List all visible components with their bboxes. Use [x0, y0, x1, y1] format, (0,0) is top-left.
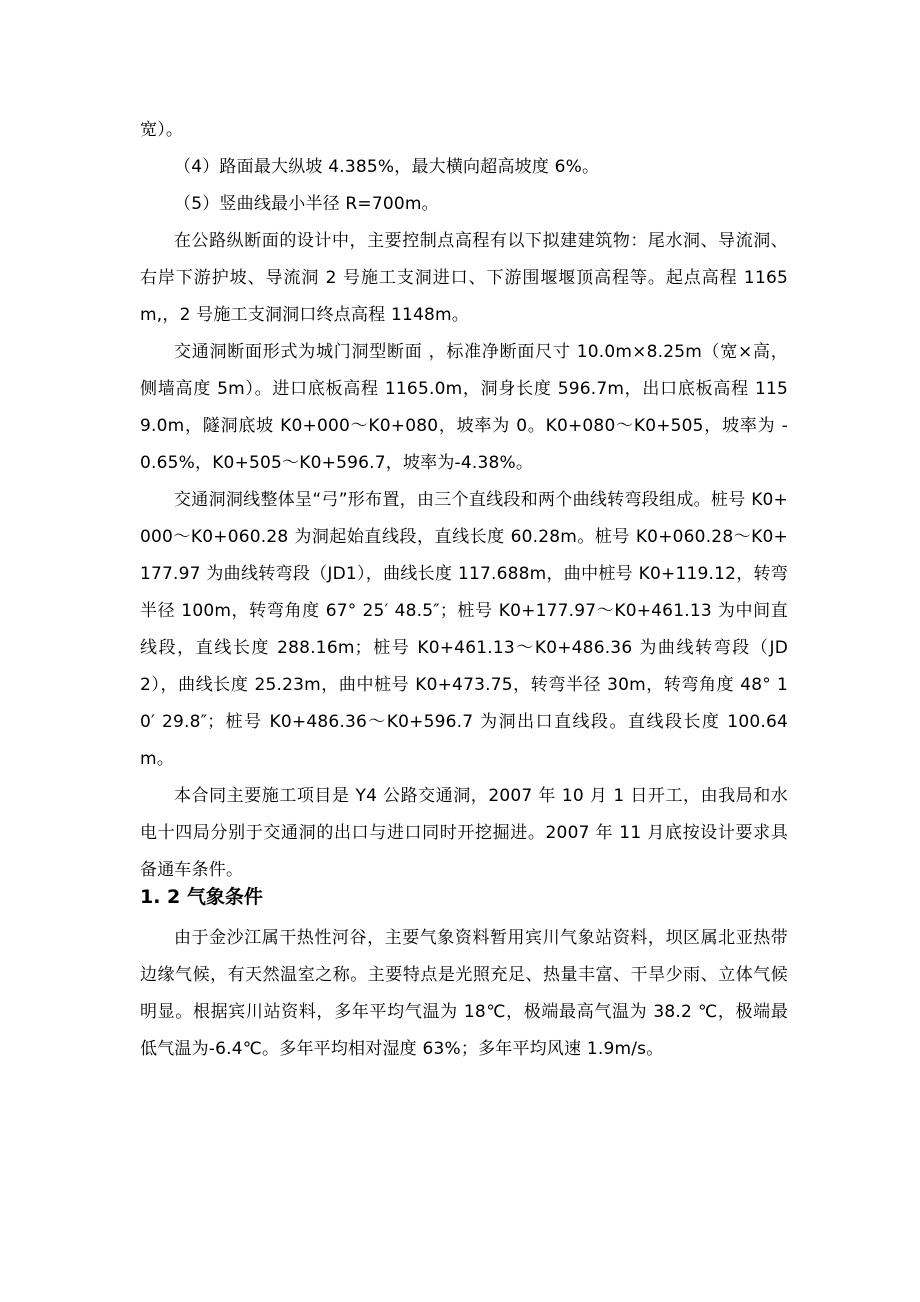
- paragraph-max-grade: （4）路面最大纵坡 4.385%，最大横向超高坡度 6%。: [174, 157, 600, 177]
- paragraph-vertical-curve: （5）竖曲线最小半径 R=700m。: [174, 194, 439, 214]
- paragraph-tunnel-section: 交通洞断面形式为城门洞型断面 ，标准净断面尺寸 10.0m×8.25m（宽×高，侧墙高度 5m）。进口底板高程 1165.0m，洞身长度 596.7m，出口底板高程 1159.0m，隧洞底坡 K0+000～K0+080，坡率为 0。K0+080～K0+505，坡率为 -0.65%，K0+505～K0+596.7，坡率为-4.38%。: [140, 342, 788, 473]
- paragraph-tunnel-alignment: 交通洞洞线整体呈“弓”形布置，由三个直线段和两个曲线转弯段组成。桩号 K0+000～K0+060.28 为洞起始直线段，直线长度 60.28m。桩号 K0+060.28～K0+177.97 为曲线转弯段（JD1），曲线长度 117.688m，曲中桩号 K0+119.12，转弯半径 100m，转弯角度 67° 25′ 48.5″；桩号 K0+177.97～K0+461.13 为中间直线段，直线长度 288.16m；桩号 K0+461.13～K0+486.36 为曲线转弯段（JD2），曲线长度 25.23m，曲中桩号 K0+473.75，转弯半径 30m，转弯角度 48° 10′ 29.8″；桩号 K0+486.36～K0+596.7 为洞出口直线段。直线段长度 100.64m。: [140, 490, 788, 769]
- paragraph-climate: 由于金沙江属干热性河谷，主要气象资料暂用宾川气象站资料，坝区属北亚热带边缘气候，有天然温室之称。主要特点是光照充足、热量丰富、干旱少雨、立体气候明显。根据宾川站资料，多年平均气温为 18℃，极端最高气温为 38.2 ℃，极端最低气温为-6.4℃。多年平均相对湿度 63%；多年平均风速 1.9m/s。: [140, 928, 788, 1059]
- section-heading: 1. 2 气象条件: [140, 886, 263, 908]
- paragraph-contract-scope: 本合同主要施工项目是 Y4 公路交通洞，2007 年 10 月 1 日开工，由我局和水电十四局分别于交通洞的出口与进口同时开挖掘进。2007 年 11 月底按设计要求具备通车条件。: [140, 786, 788, 880]
- paragraph-continuation: 宽）。: [140, 120, 184, 140]
- section-2-body: [140, 920, 788, 1068]
- section-1-body: [140, 112, 788, 889]
- paragraph-profile-design: 在公路纵断面的设计中，主要控制点高程有以下拟建建筑物：尾水洞、导流洞、右岸下游护坡、导流洞 2 号施工支洞进口、下游围堰堰顶高程等。起点高程 1165m,，2 号施工支洞洞口终点高程 1148m。: [140, 231, 788, 325]
